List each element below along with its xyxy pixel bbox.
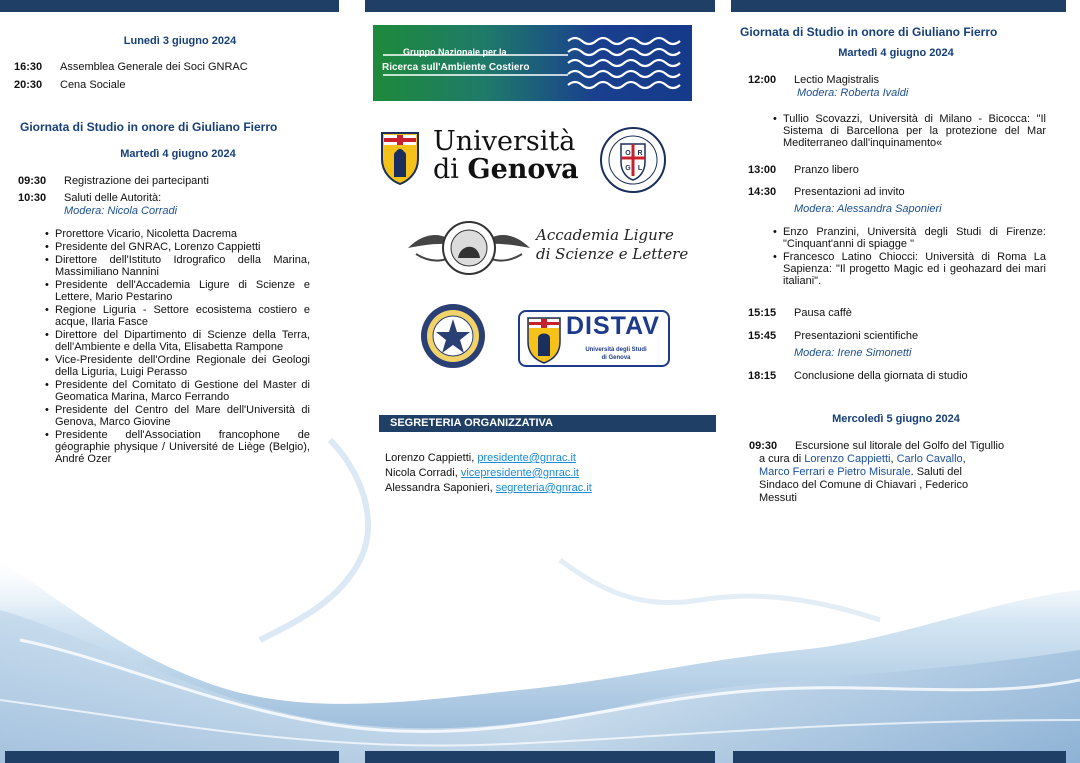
event: Lectio Magistralis xyxy=(794,74,879,86)
time: 09:30 xyxy=(749,440,778,452)
list-item: • Francesco Latino Chiocci: Università di Roma La Sapienza: "Il progetto Magic ed i geohazard dei mari italiani". xyxy=(773,251,1046,287)
accademia-emblem-icon xyxy=(406,220,532,276)
list-item: • Enzo Pranzini, Università degli Studi di Firenze: "Cinquant'anni di spiagge " xyxy=(773,226,1046,250)
top-bar-right xyxy=(731,0,1066,12)
event: Cena Sociale xyxy=(60,79,126,91)
schedule-row xyxy=(14,61,248,74)
gnrac-logo xyxy=(373,25,692,101)
moderator: Modera: Irene Simonetti xyxy=(794,347,912,359)
day-title-monday: Lunedì 3 giugno 2024 xyxy=(123,35,237,47)
time: 12:00 xyxy=(748,74,777,86)
contact-item: Lorenzo Cappietti, presidente@gnrac.it xyxy=(385,452,576,464)
excursion-block: 09:30 Escursione sul litorale del Golfo del Tigullio a cura di Lorenzo Cappietti, Carlo Cavallo, Marco Ferrari e Pietro Misurale. Saluti del Sindaco del Comune di Chiavari , Federico Messuti xyxy=(749,440,1005,504)
top-bar-left xyxy=(0,0,339,12)
day-title-tuesday: Martedì 4 giugno 2024 xyxy=(120,148,236,160)
section-title: Giornata di Studio in onore di Giuliano Fierro xyxy=(740,25,998,39)
gnrac-line2: Ricerca sull'Ambiente Costiero xyxy=(382,62,530,73)
schedule-row xyxy=(18,192,177,218)
time: 09:30 xyxy=(18,175,47,187)
event: Conclusione della giornata di studio xyxy=(794,370,968,382)
time: 13:00 xyxy=(748,164,777,176)
list-item: • Presidente del GNRAC, Lorenzo Cappietti xyxy=(45,241,310,253)
accademia-line1: Accademia Ligure xyxy=(536,226,674,244)
schedule-row xyxy=(14,79,125,92)
segreteria-title: SEGRETERIA ORGANIZZATIVA xyxy=(379,415,716,432)
time: 15:45 xyxy=(748,330,777,342)
time: 16:30 xyxy=(14,61,43,73)
list-item: • Presidente del Centro del Mare dell'Università di Genova, Marco Giovine xyxy=(45,404,310,428)
time: 14:30 xyxy=(748,186,777,198)
schedule-row xyxy=(748,330,918,360)
event: Saluti delle Autorità: xyxy=(64,192,162,204)
event: Registrazione dei partecipanti xyxy=(64,175,209,187)
event: Pausa caffè xyxy=(794,307,852,319)
distav-logo xyxy=(518,310,670,367)
time: 18:15 xyxy=(748,370,777,382)
bottom-bar-left xyxy=(5,751,339,763)
contact-item: Nicola Corradi, vicepresidente@gnrac.it xyxy=(385,467,579,479)
list-item: • Vice-Presidente dell'Ordine Regionale dei Geologi della Liguria, Luigi Perasso xyxy=(45,354,310,378)
top-bar-middle xyxy=(365,0,715,12)
list-item: • Direttore del Dipartimento di Scienze della Terra, dell'Ambiente e della Vita, Elisabetta Rampone xyxy=(45,329,310,353)
authorities-list xyxy=(45,228,310,466)
accademia-text xyxy=(536,226,688,264)
unige-line2a: di xyxy=(433,154,468,185)
bottom-bar-middle xyxy=(365,751,715,763)
email-link[interactable]: segreteria@gnrac.it xyxy=(495,482,592,494)
accademia-line2: di Scienze e Lettere xyxy=(536,245,689,263)
lectio-list xyxy=(773,113,1046,150)
list-item: • Presidente dell'Association francophone de géographie physique / Université de Liège (Belgio), André Ozer xyxy=(45,429,310,465)
list-item: • Regione Liguria - Settore ecosistema costiero e acque, Ilaria Fasce xyxy=(45,304,310,328)
distav-shield-icon xyxy=(526,316,562,364)
schedule-row xyxy=(748,74,908,100)
event: Presentazioni scientifiche xyxy=(794,330,919,342)
unige-text xyxy=(433,128,579,184)
schedule-row xyxy=(748,186,942,216)
email-link[interactable]: vicepresidente@gnrac.it xyxy=(460,467,579,479)
event: Presentazioni ad invito xyxy=(794,186,905,198)
list-item: • Presidente dell'Accademia Ligure di Scienze e Lettere, Mario Pestarino xyxy=(45,279,310,303)
distav-sub: Università degli Studi di Genova xyxy=(585,347,647,361)
list-item: • Tullio Scovazzi, Università di Milano - Bicocca: "Il Sistema di Barcellona per la protezione del Mar Mediterraneo dall'inquinamento« xyxy=(773,113,1046,149)
section-title: Giornata di Studio in onore di Giuliano Fierro xyxy=(20,120,278,134)
gnrac-line1: Gruppo Nazionale per la xyxy=(403,47,507,57)
unige-line2b: Genova xyxy=(467,154,579,185)
event: Assemblea Generale dei Soci GNRAC xyxy=(60,61,248,73)
moderator: Modera: Roberta Ivaldi xyxy=(797,87,909,99)
event: Pranzo libero xyxy=(794,164,859,176)
list-item: • Presidente del Comitato di Gestione del Master di Geomatica Marina, Marco Ferrando xyxy=(45,379,310,403)
schedule-row xyxy=(748,164,859,177)
email-link[interactable]: presidente@gnrac.it xyxy=(477,452,576,464)
idrografico-seal-icon xyxy=(420,303,486,369)
time: 20:30 xyxy=(14,79,43,91)
day-title-wednesday: Mercoledì 5 giugno 2024 xyxy=(832,413,960,425)
time: 15:15 xyxy=(748,307,777,319)
distav-title: DISTAV xyxy=(566,312,660,340)
day-title-tuesday: Martedì 4 giugno 2024 xyxy=(838,47,954,59)
list-item: • Direttore dell'Istituto Idrografico della Marina, Massimiliano Nannini xyxy=(45,254,310,278)
invited-talks-list xyxy=(773,226,1046,288)
moderator: Modera: Nicola Corradi xyxy=(64,205,178,217)
time: 10:30 xyxy=(18,192,47,204)
contact-item: Alessandra Saponieri, segreteria@gnrac.it xyxy=(385,482,592,494)
moderator: Modera: Alessandra Saponieri xyxy=(794,203,942,215)
schedule-row xyxy=(18,175,209,188)
event: Escursione sul litorale del Golfo del Tigullio xyxy=(795,440,1005,452)
unige-shield-icon xyxy=(380,131,420,185)
schedule-row xyxy=(748,370,968,383)
list-item: • Prorettore Vicario, Nicoletta Dacrema xyxy=(45,228,310,240)
unige-line1: Università xyxy=(433,126,576,157)
schedule-row xyxy=(748,307,852,320)
orgl-letters: O R G L xyxy=(625,150,643,172)
contacts-list xyxy=(385,451,592,496)
bottom-bar-right xyxy=(733,751,1066,763)
